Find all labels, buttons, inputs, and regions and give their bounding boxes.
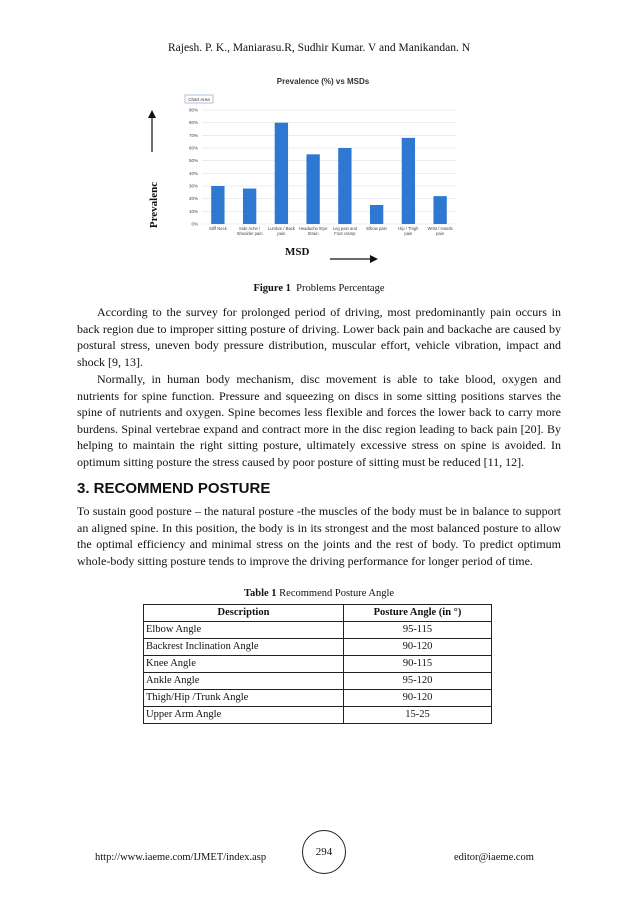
y-tick-label: 60% [188, 145, 198, 151]
bar [211, 186, 224, 224]
y-axis-label: Prevalenc [148, 181, 160, 229]
bar-chart [140, 70, 500, 270]
figure-caption [0, 283, 638, 294]
table-cell-angle: 95-120 [344, 673, 492, 690]
x-tick-label: Headache /Eye [298, 226, 328, 231]
x-tick-label: Side Ache / [239, 226, 261, 231]
x-arrow-head [370, 255, 378, 263]
bar [306, 154, 319, 224]
table-cell-description: Thigh/Hip /Trunk Angle [144, 690, 344, 707]
y-tick-label: 80% [188, 120, 198, 126]
bar [338, 148, 351, 224]
y-tick-label: 90% [188, 107, 198, 113]
page-number: 294 [302, 830, 346, 874]
table-cell-description: Backrest Inclination Angle [144, 639, 344, 656]
x-tick-label: Shoulder pain [236, 231, 263, 236]
table-header-angle: Posture Angle (in °) [344, 605, 492, 622]
bar [275, 123, 288, 224]
table-cell-angle: 90-120 [344, 639, 492, 656]
x-tick-label: Wrist / Hands [427, 226, 453, 231]
x-tick-label: Foot cramp [334, 231, 356, 236]
bar [370, 205, 383, 224]
table-caption-text: Recommend Posture Angle [279, 588, 395, 599]
running-header: Rajesh. P. K., Maniarasu.R, Sudhir Kumar. V and Manikandan. N [167, 42, 471, 54]
table-header-description: Description [144, 605, 344, 622]
x-tick-label: pain [277, 231, 286, 236]
table-row [144, 707, 492, 724]
posture-table [143, 604, 492, 724]
figure-caption-number: Figure 1 [253, 283, 291, 294]
section-heading: 3. RECOMMEND POSTURE [77, 480, 271, 497]
chart-title: Prevalence (%) vs MSDs [276, 77, 370, 86]
table-row [144, 673, 492, 690]
paragraph-3: To sustain good posture – the natural posture -the muscles of the body must be in balance to support an aligned spine. In this position, the body is in its strongest and the most balanced posture to allow the optimal efficiency and minimal stress on the joints and the rest of body. To predict optimum whole-body sitting posture tends to improve the driving performance for longer period of time. [77, 504, 561, 568]
x-axis-labels [209, 226, 453, 236]
y-tick-label: 20% [188, 196, 198, 202]
table-row [144, 622, 492, 639]
y-tick-label: 40% [188, 170, 198, 176]
table-row [144, 639, 492, 656]
bar [433, 196, 446, 224]
figure-caption-text: Problems Percentage [296, 283, 385, 294]
y-axis [189, 108, 456, 227]
footer-email-link[interactable]: editor@iaeme.com [454, 852, 534, 863]
x-tick-label: Stiff Neck [208, 226, 227, 231]
y-tick-label: 10% [188, 208, 198, 214]
x-tick-label: Strain [307, 231, 319, 236]
table-cell-angle: 15-25 [344, 707, 492, 724]
table-cell-angle: 95-115 [344, 622, 492, 639]
paragraph-1: According to the survey for prolonged period of driving, most predominantly pain occurs in back region due to improper sitting posture of driving. Lower back pain and backache are caused by postural stress, uneven body pressure distribution, muscular effort, vehicle vibration, impact and shock [9, 13]. [77, 305, 561, 369]
x-tick-label: Elbow pain [366, 226, 387, 231]
x-axis-label: MSD [285, 246, 310, 258]
bar [402, 138, 415, 224]
y-tick-label: 50% [188, 158, 198, 164]
y-arrow-head [148, 110, 156, 118]
table-cell-description: Ankle Angle [144, 673, 344, 690]
table-header-row [144, 605, 492, 622]
table-cell-angle: 90-120 [344, 690, 492, 707]
y-tick-label: 0% [191, 221, 198, 227]
x-tick-label: Leg pain and [332, 226, 357, 231]
x-tick-label: pain [404, 231, 413, 236]
table-cell-description: Elbow Angle [144, 622, 344, 639]
bar [243, 189, 256, 224]
table-row [144, 690, 492, 707]
table-row [144, 656, 492, 673]
table-cell-angle: 90-115 [344, 656, 492, 673]
table-caption [0, 588, 638, 599]
y-tick-label: 70% [188, 132, 198, 138]
table-cell-description: Knee Angle [144, 656, 344, 673]
chart-area-label: Chart Area [188, 97, 210, 102]
x-tick-label: Hip / Thigh [398, 226, 419, 231]
footer-url-link[interactable]: http://www.iaeme.com/IJMET/index.asp [95, 852, 267, 863]
y-tick-label: 30% [188, 183, 198, 189]
x-tick-label: pain [436, 231, 445, 236]
paragraph-2: Normally, in human body mechanism, disc movement is able to take blood, oxygen and nutrients for spine function. Pressure and squeezing on discs in some sitting positions starves the spine of nutrients and oxygen. Spine becomes less flexible and forces the lower back to carry more burdens. Spinal vertebrae expand and contract more in the disc region leading to back pain [20]. By helping to maintain the right sitting posture, ultimately excessive stress on spine is avoided. In optimum sitting posture the stress caused by poor posture of sitting must be reduced [11, 12]. [77, 372, 561, 469]
table-caption-number: Table 1 [243, 588, 277, 599]
table-cell-description: Upper Arm Angle [144, 707, 344, 724]
x-tick-label: Lumbar / Back [267, 226, 295, 231]
